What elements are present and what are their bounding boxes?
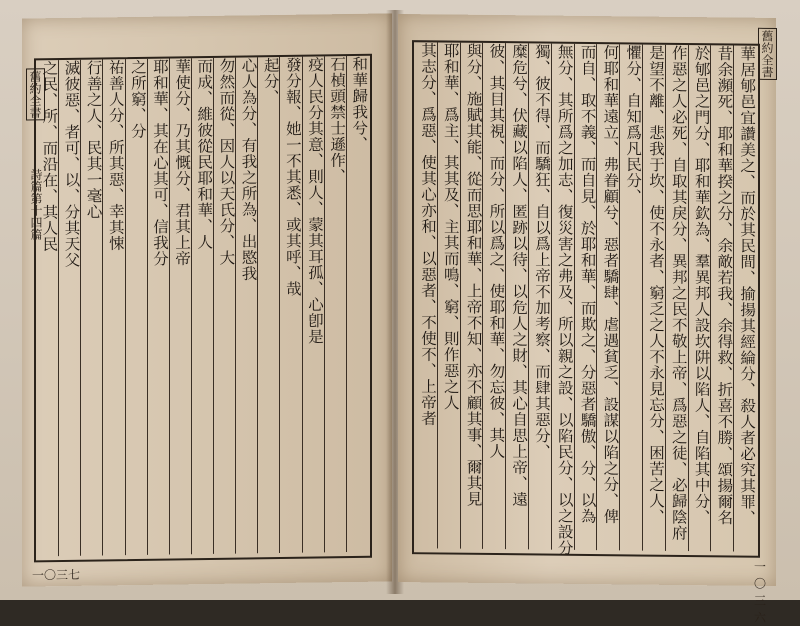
right-column-rule bbox=[665, 45, 666, 551]
right-column-rule bbox=[574, 44, 575, 550]
left-text-column: 耶和華、其在心其可、信我分 bbox=[151, 58, 170, 267]
right-text-column: 華居郇邑宜讚美之、而於其民間、揄揚其經綸分、殺人者必究其罪、 bbox=[738, 45, 757, 526]
right-column-rule bbox=[482, 43, 483, 549]
left-margin-title: 舊約全書 bbox=[26, 68, 45, 120]
left-column-rule bbox=[302, 57, 303, 553]
left-text-column: 發分報、她一不其悉、或其呼、哉 bbox=[283, 56, 302, 297]
left-margin-subtitle: 詩篇第十四篇 bbox=[29, 168, 43, 241]
left-column-rule bbox=[324, 56, 325, 552]
left-text-column: 起分、 bbox=[261, 56, 280, 106]
left-text-column: 和華歸我兮、 bbox=[350, 55, 369, 153]
left-text-column: 行善之人、民其一毫心 bbox=[84, 59, 103, 220]
right-text-columns bbox=[414, 42, 757, 556]
right-text-column: 何耶和華遠立、弗眷顧兮、惡者驕肆、虐遇貧乏、設謀以陷之分、俾 bbox=[601, 44, 620, 525]
left-column-rule bbox=[235, 58, 236, 554]
right-column-rule bbox=[505, 43, 506, 549]
left-text-column: 而成、維彼從民耶和華、人 bbox=[195, 57, 214, 251]
right-text-column: 懼分、自知爲凡民分、 bbox=[624, 44, 643, 205]
right-text-column: 糜危兮、伏藏以陷人、匿跡以待、以危人之財、其心自思上帝、遠 bbox=[510, 43, 529, 508]
right-text-column: 彼、其目其視、而分、所以爲之、使耶和華、勿忘彼、其人 bbox=[487, 42, 506, 460]
left-text-column: 華使分、乃其慨分、君其上帝 bbox=[173, 58, 192, 267]
right-column-rule bbox=[596, 44, 597, 550]
left-column-rule bbox=[191, 58, 192, 554]
right-column-rule bbox=[733, 46, 734, 552]
left-text-column: 之民、所、而沿在、其人民 bbox=[40, 60, 59, 253]
left-text-column: 勿然而從、因人以天氏分、大 bbox=[217, 57, 236, 266]
right-text-column: 於郇邑之門分、耶和華欽為、羣異邦人設坎阱以陷人、自陷其中分、 bbox=[692, 45, 711, 526]
right-text-column: 而自、取不義、而自見、於耶和華、而欺之、分惡者驕傲、分、以為 bbox=[578, 43, 597, 525]
right-column-rule bbox=[710, 45, 711, 551]
right-column-rule bbox=[460, 43, 461, 549]
left-column-rule bbox=[213, 58, 214, 554]
left-text-column: 祐善人分、所其惡、幸其悚 bbox=[106, 59, 125, 252]
right-margin-title: 舊約全書 bbox=[758, 28, 777, 80]
right-column-rule bbox=[437, 42, 438, 548]
right-text-column: 其志分、爲惡、使其心亦和、以惡者、不使不、上帝者 bbox=[418, 42, 437, 427]
right-text-column: 昔余瀕死、耶和華揆之分、余敵若我、余得救、折喜不勝、頌揚爾名 bbox=[715, 45, 734, 526]
right-column-rule bbox=[528, 43, 529, 549]
left-text-column: 心人為分、有我之所為、出愍我 bbox=[239, 57, 258, 282]
right-text-column: 耶和華、爲主、其其及、主其而鳴、窮、則作惡之人 bbox=[441, 42, 460, 411]
right-column-rule bbox=[619, 44, 620, 550]
right-column-rule bbox=[642, 45, 643, 551]
left-column-rule bbox=[58, 60, 59, 556]
left-column-rule bbox=[102, 59, 103, 555]
left-text-column: 石楨頭禁士遜作、 bbox=[328, 56, 347, 185]
left-column-rule bbox=[80, 60, 81, 556]
right-page bbox=[398, 14, 776, 625]
left-column-rule bbox=[125, 59, 126, 555]
right-text-column: 無分、其所爲之加志、復災害之弗及、所以親之設、以陷民分、以之設分 bbox=[555, 43, 574, 556]
right-column-rule bbox=[688, 45, 689, 551]
left-page-number: 一〇三七 bbox=[32, 567, 81, 583]
left-page bbox=[22, 13, 392, 586]
right-text-column: 是望不離、悲我于坎、使不永者、窮乏之人不永見忘分、困苦之人、 bbox=[646, 44, 665, 525]
right-text-column: 與分、施賦其能、從而思耶和華、上帝不知、亦不顧其事、爾其見 bbox=[464, 42, 483, 507]
left-column-rule bbox=[147, 59, 148, 555]
right-page-number: 一〇三六 bbox=[754, 559, 767, 625]
left-column-rule bbox=[279, 57, 280, 553]
left-column-rule bbox=[169, 59, 170, 555]
right-text-column: 獨、彼不得、而驕狂、自以爲上帝不加考察、而肆其惡分、 bbox=[532, 43, 551, 460]
left-text-column: 滅彼惡、者可、以、分其天父 bbox=[62, 59, 81, 269]
left-column-rule bbox=[257, 57, 258, 553]
right-column-rule bbox=[551, 44, 552, 550]
right-text-column: 作惡之人必死、自取其戾分、異邦之民不敬上帝、爲惡之徒、必歸陰府 bbox=[669, 44, 688, 542]
left-text-column: 之所窮、分 bbox=[128, 58, 147, 140]
left-text-columns bbox=[36, 56, 368, 557]
left-column-rule bbox=[346, 56, 347, 552]
left-text-column: 疫人民分其意、則人、蒙其耳孤、心卽是 bbox=[305, 56, 324, 345]
